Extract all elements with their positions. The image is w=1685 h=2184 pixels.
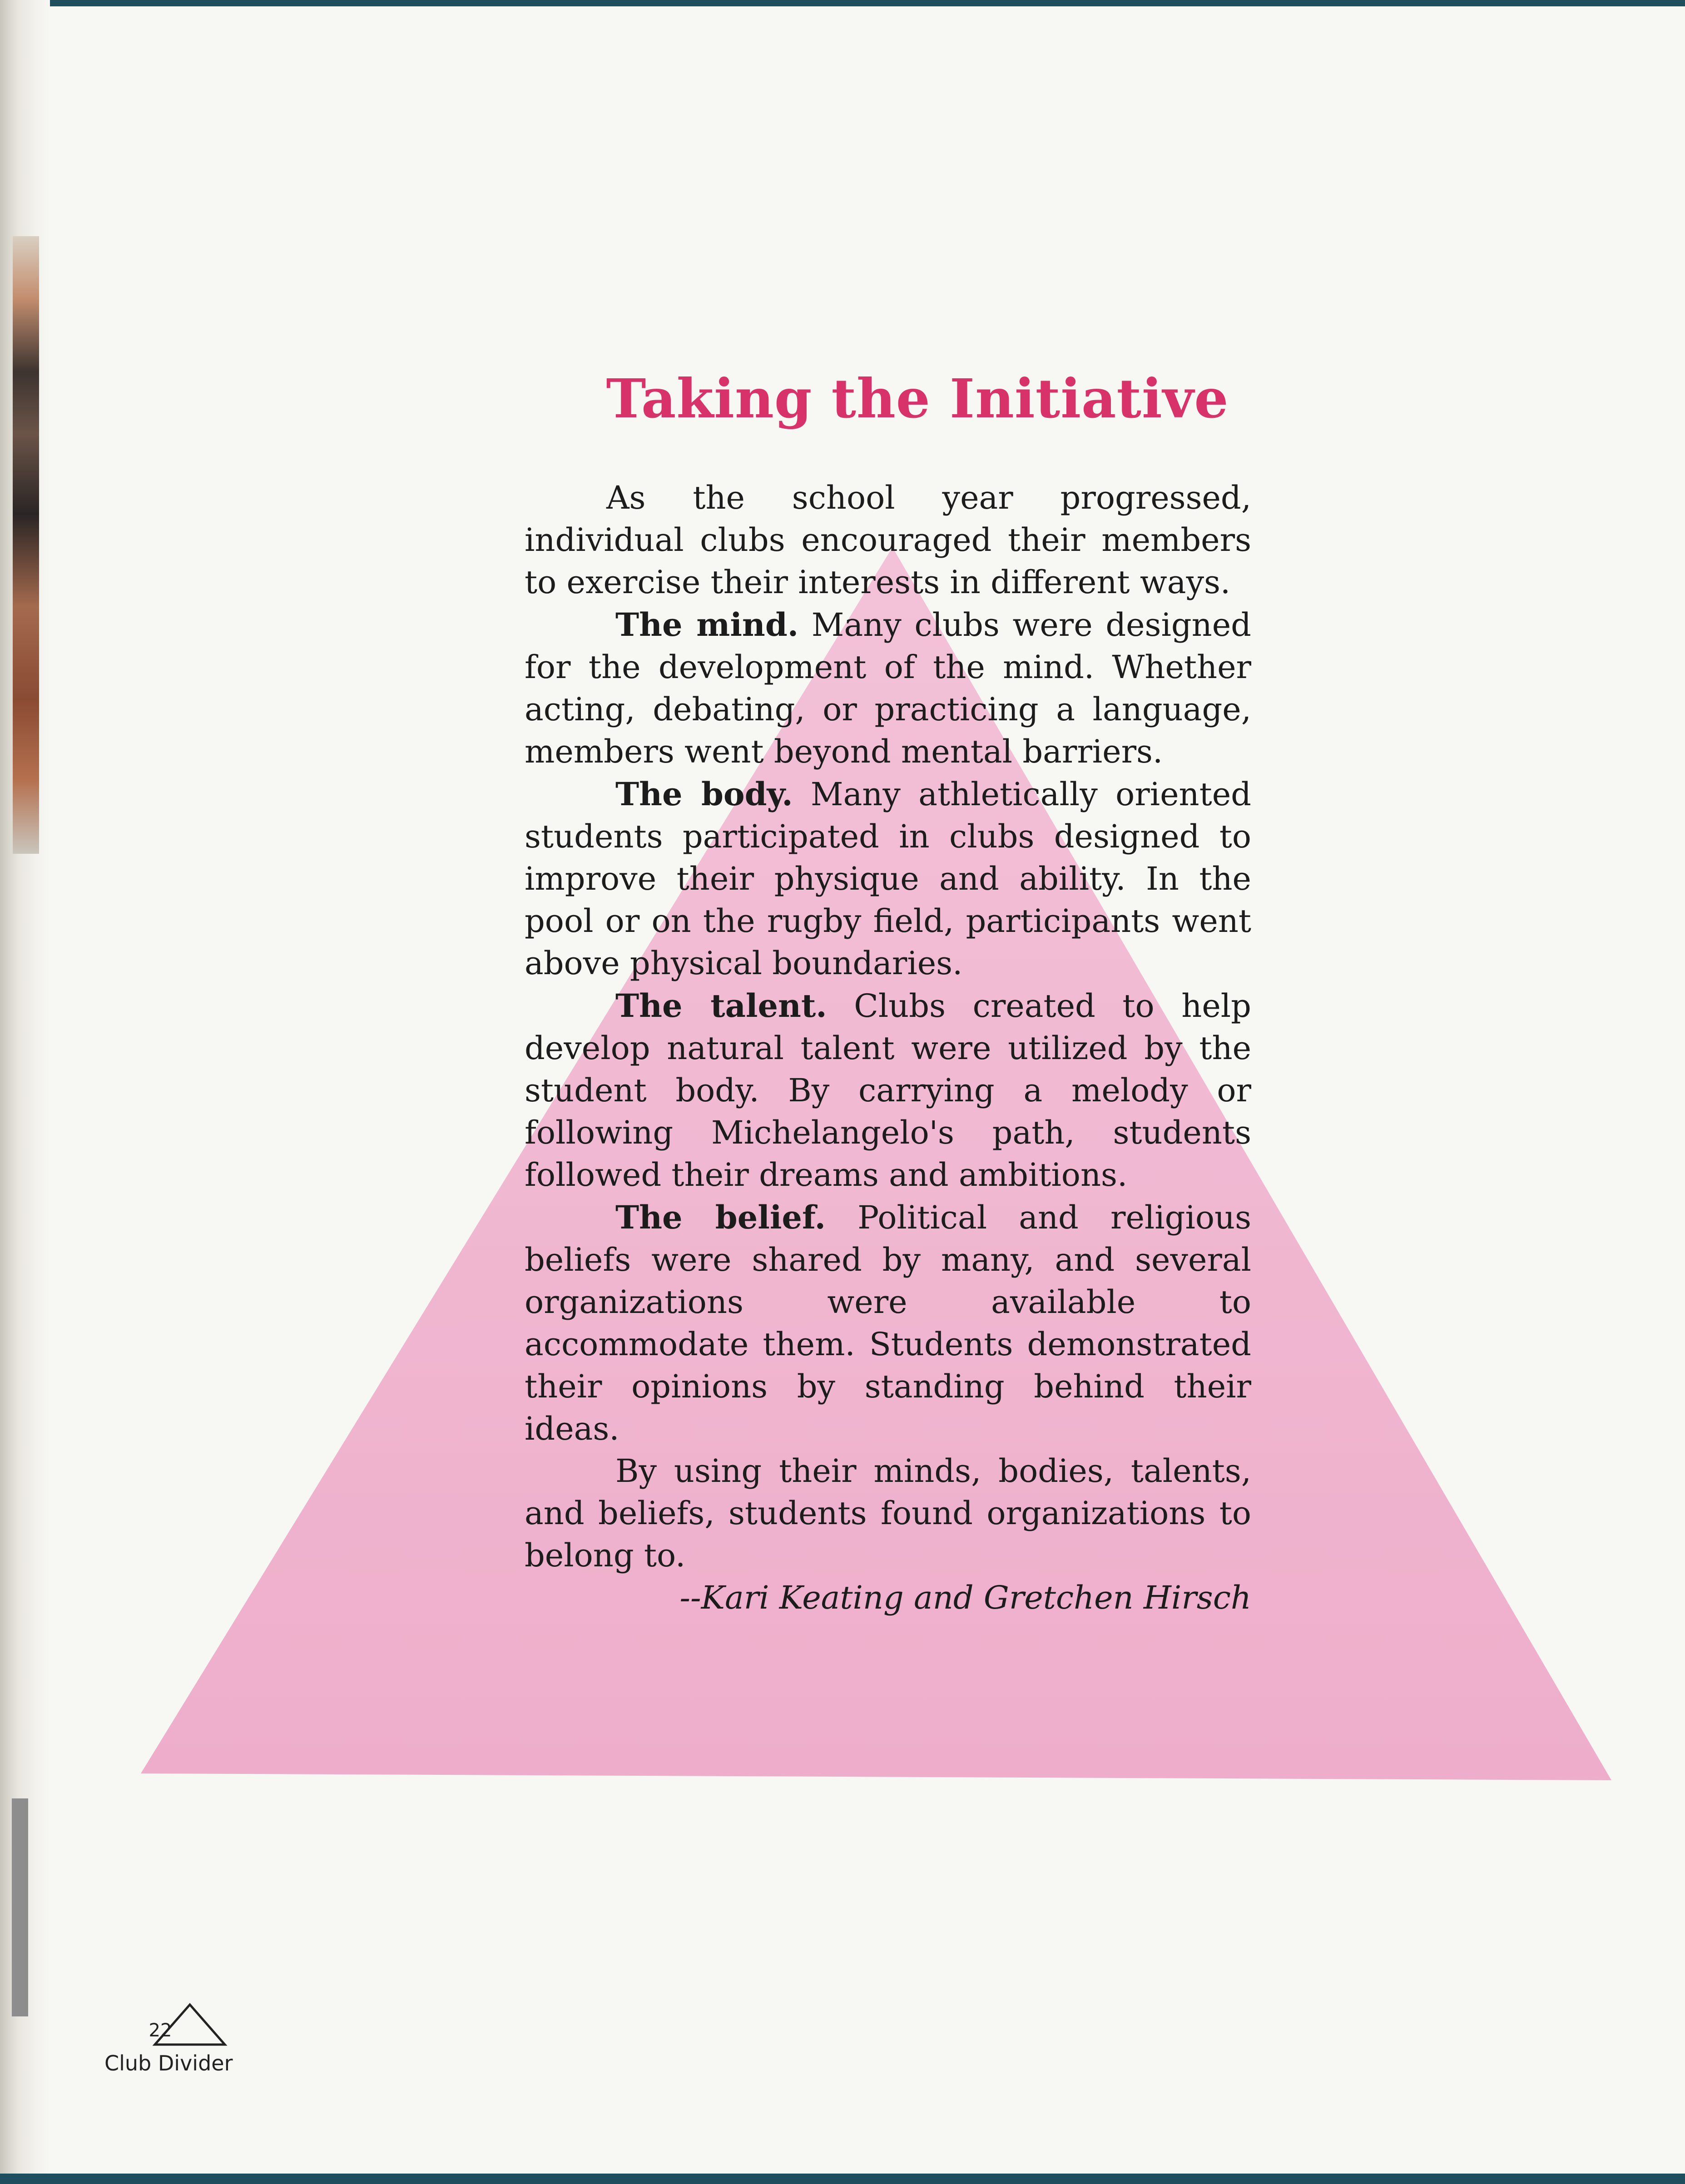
closing-text: By using their minds, bodies, talents, and beliefs, students found organizations to belong to. bbox=[525, 1452, 1251, 1574]
section-label: Club Divider bbox=[104, 2051, 233, 2075]
mind-lead: The mind. bbox=[615, 606, 799, 644]
belief-paragraph bbox=[525, 1196, 1251, 1450]
body-paragraph bbox=[525, 773, 1251, 985]
intro-text: As the school year progressed, individual clubs encouraged their members to exercise their interests in different ways. bbox=[525, 479, 1251, 601]
closing-paragraph bbox=[525, 1450, 1251, 1577]
page-number: 22 bbox=[149, 2020, 172, 2041]
intro-paragraph bbox=[525, 477, 1251, 604]
body-lead: The body. bbox=[615, 775, 793, 813]
belief-text: Political and religious beliefs were shared by many, and several organizations were available to accommodate them. Students demonstrated their opinions by standing behind their ideas. bbox=[525, 1199, 1251, 1447]
page-title: Taking the Initiative bbox=[606, 367, 1229, 430]
mind-text: Many clubs were designed for the development of the mind. Whether acting, debating, or practicing a language, members went beyond mental barriers. bbox=[525, 606, 1251, 770]
scan-bottom-edge bbox=[0, 2174, 1685, 2184]
body-text: Many athletically oriented students participated in clubs designed to improve their physique and ability. In the pool or on the rugby field, participants went above physical boundaries. bbox=[525, 776, 1251, 982]
belief-lead: The belief. bbox=[615, 1198, 826, 1236]
talent-paragraph bbox=[525, 985, 1251, 1196]
byline: --Kari Keating and Gretchen Hirsch bbox=[679, 1579, 1251, 1616]
talent-lead: The talent. bbox=[615, 987, 827, 1025]
article-body bbox=[525, 477, 1251, 1619]
talent-text: Clubs created to help develop natural talent were utilized by the student body. By carrying a melody or following Michelangelo's path, students followed their dreams and ambitions. bbox=[525, 987, 1251, 1194]
mind-paragraph bbox=[525, 604, 1251, 773]
